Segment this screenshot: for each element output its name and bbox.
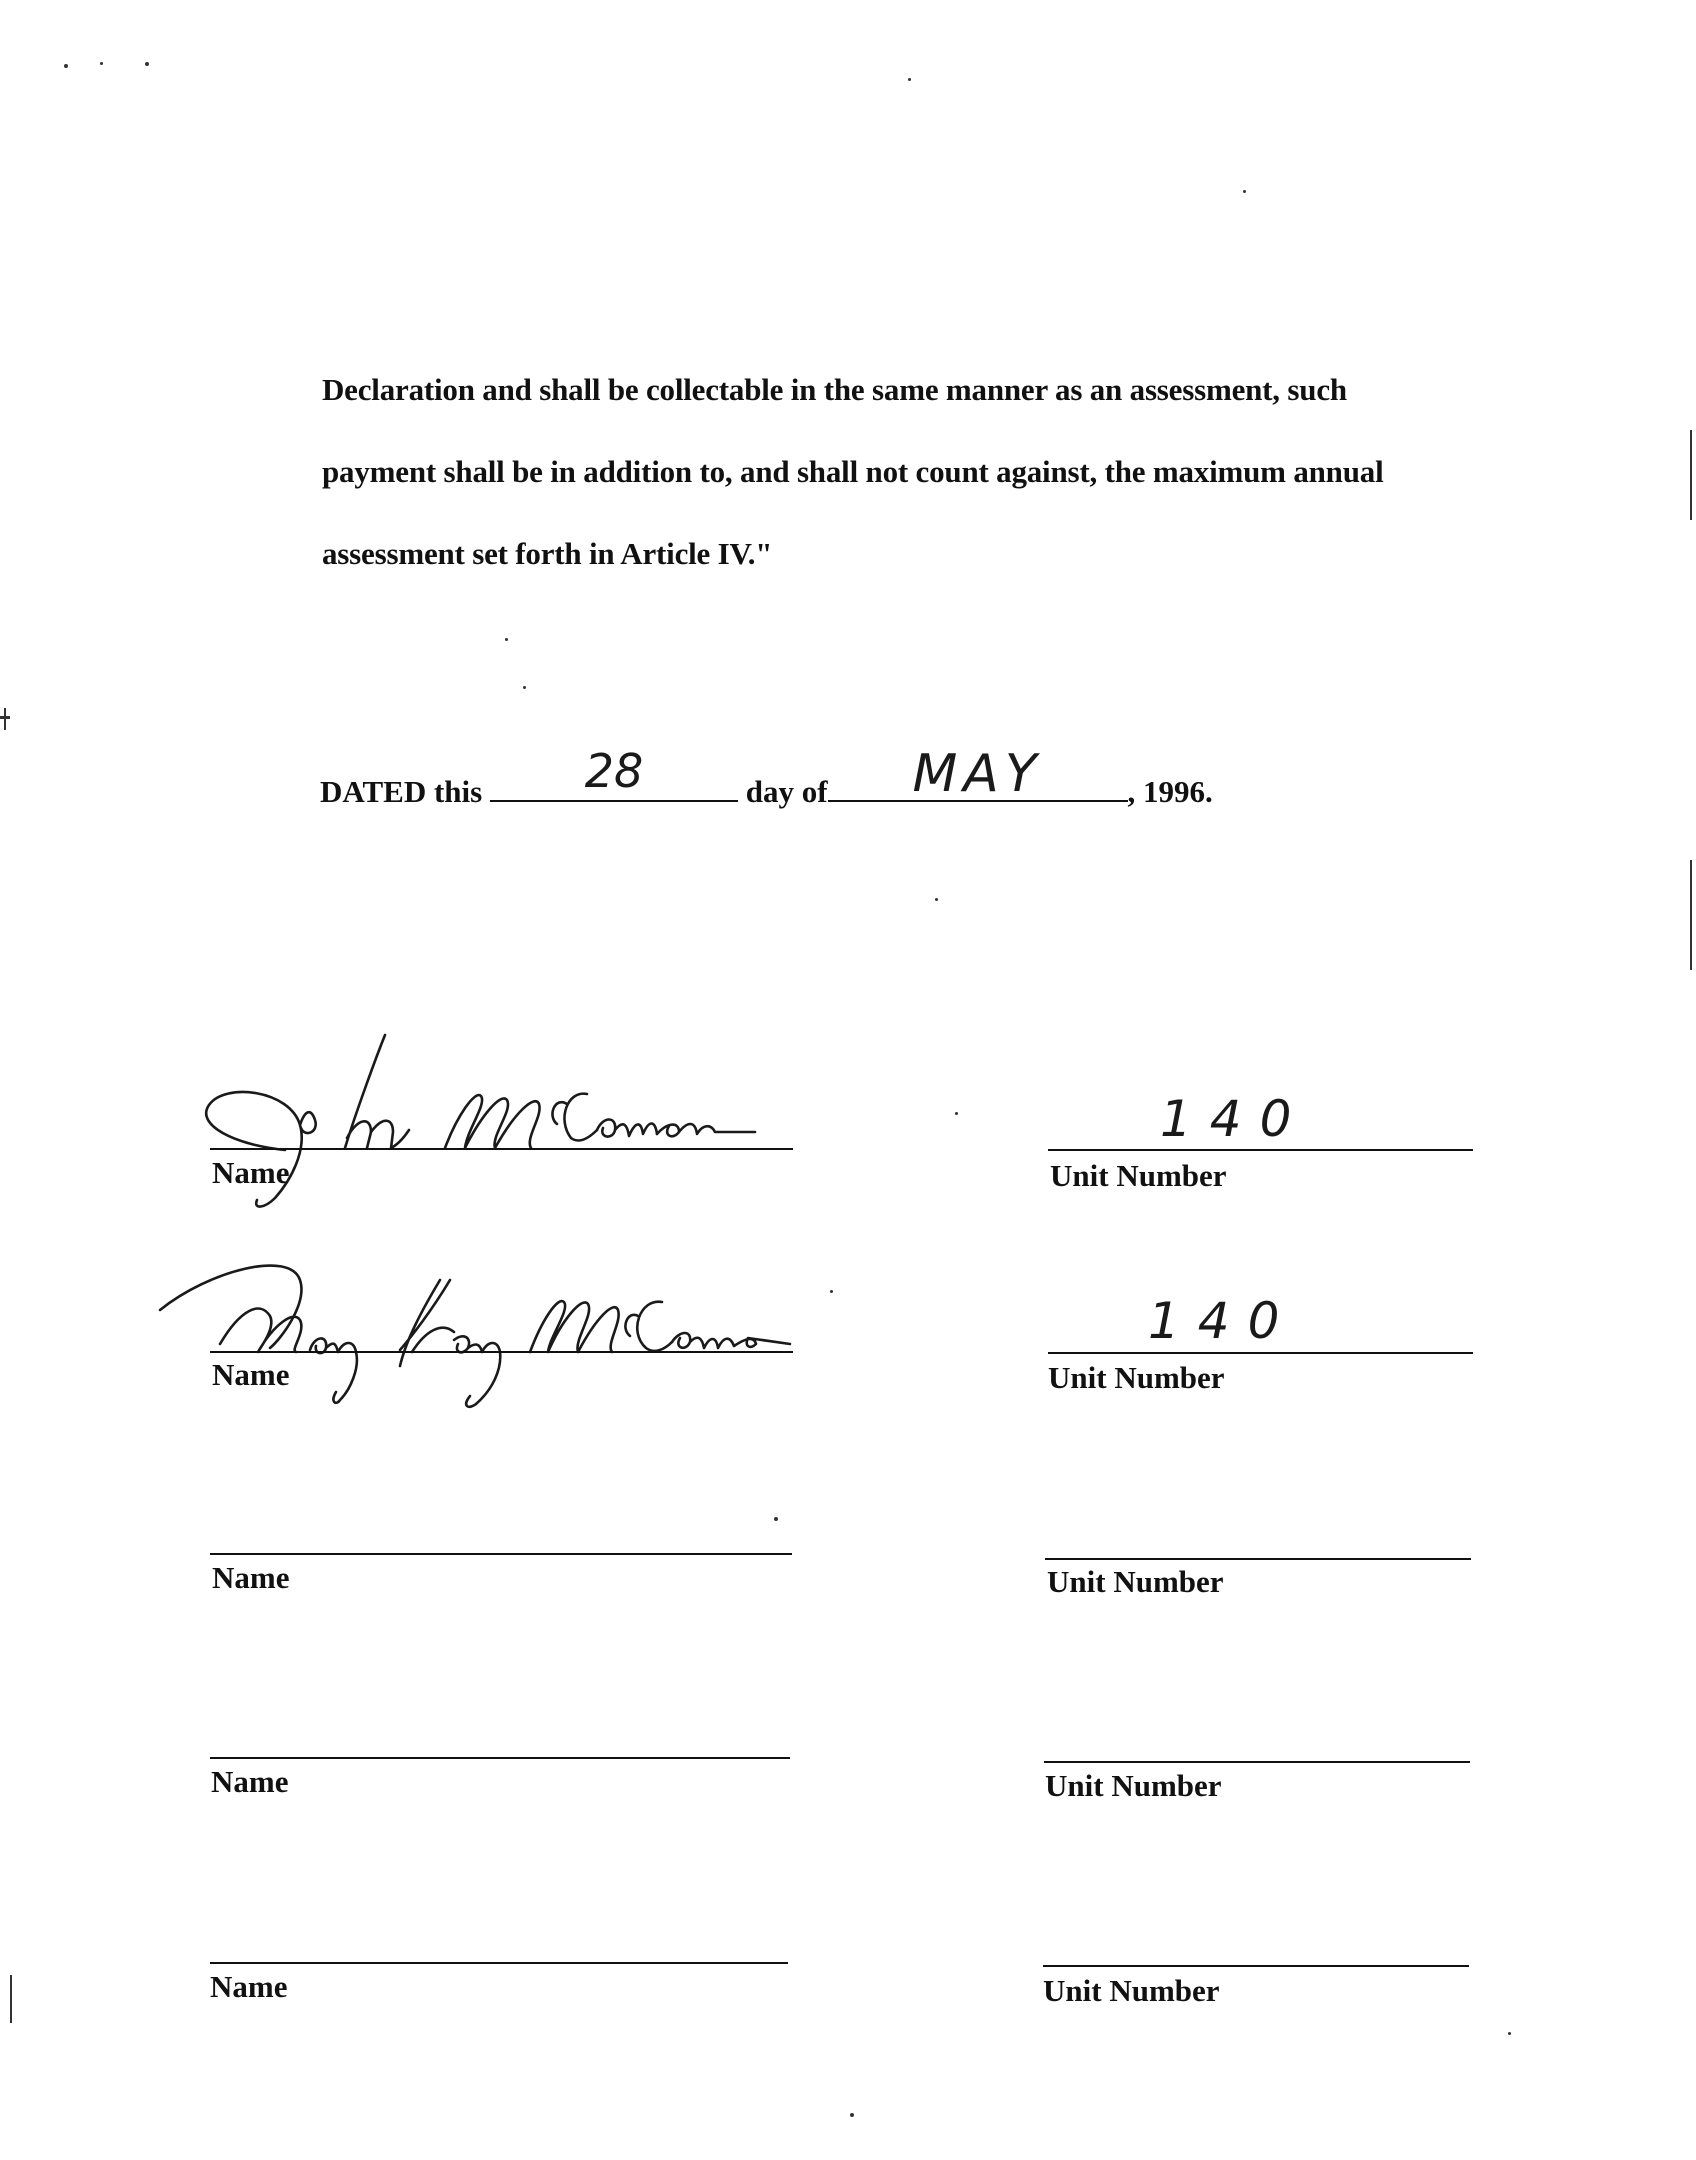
scan-edge-mark xyxy=(1690,430,1692,520)
scan-speck xyxy=(955,1112,958,1115)
scan-speck xyxy=(505,638,508,641)
name-line-4 xyxy=(210,1757,790,1759)
dated-middle: day of xyxy=(745,774,828,809)
name-line-3 xyxy=(210,1553,792,1555)
day-blank xyxy=(490,744,738,802)
dated-year: , 1996. xyxy=(1127,774,1213,809)
unit-label-1: Unit Number xyxy=(1050,1158,1227,1193)
body-text-line-3: assessment set forth in Article IV." xyxy=(322,536,773,571)
scan-speck xyxy=(850,2113,854,2117)
unit-label-2: Unit Number xyxy=(1048,1360,1225,1395)
unit-value-1: 140 xyxy=(1160,1090,1310,1148)
scan-edge-mark xyxy=(4,708,6,730)
name-line-2 xyxy=(210,1351,793,1353)
unit-label-4: Unit Number xyxy=(1045,1768,1222,1803)
scan-speck xyxy=(908,78,911,81)
scan-speck xyxy=(830,1290,833,1293)
body-text-line-2: payment shall be in addition to, and shall not count against, the maximum annual xyxy=(322,454,1384,489)
scan-edge-mark xyxy=(1690,860,1692,970)
scan-speck xyxy=(523,686,526,689)
unit-line-4 xyxy=(1044,1761,1470,1763)
unit-line-2 xyxy=(1048,1352,1473,1354)
unit-line-5 xyxy=(1043,1965,1469,1967)
name-line-5 xyxy=(210,1962,788,1964)
month-blank xyxy=(828,744,1128,804)
scan-speck xyxy=(64,64,68,68)
day-handwritten: 28 xyxy=(584,744,644,798)
name-label-1: Name xyxy=(212,1155,290,1190)
name-label-5: Name xyxy=(210,1969,288,2004)
month-handwritten: MAY xyxy=(912,744,1043,804)
scan-edge-mark xyxy=(10,1975,12,2023)
scan-speck xyxy=(100,62,103,65)
unit-label-5: Unit Number xyxy=(1043,1973,1220,2008)
name-label-3: Name xyxy=(212,1560,290,1595)
scan-speck xyxy=(935,898,938,901)
dated-line xyxy=(320,744,1213,810)
dated-prefix: DATED this xyxy=(320,774,483,809)
body-text-line-1: Declaration and shall be collectable in the same manner as an assessment, such xyxy=(322,372,1347,407)
unit-label-3: Unit Number xyxy=(1047,1564,1224,1599)
name-line-1 xyxy=(210,1148,793,1150)
unit-value-2: 140 xyxy=(1148,1292,1298,1350)
scan-speck xyxy=(1243,190,1246,193)
scan-speck xyxy=(774,1517,778,1521)
name-label-2: Name xyxy=(212,1357,290,1392)
name-label-4: Name xyxy=(211,1764,289,1799)
unit-line-1 xyxy=(1048,1149,1473,1151)
scan-speck xyxy=(1508,2032,1511,2035)
unit-line-3 xyxy=(1045,1558,1471,1560)
scan-speck xyxy=(145,62,149,66)
signature-mary-kay-mccowan xyxy=(150,1240,800,1420)
